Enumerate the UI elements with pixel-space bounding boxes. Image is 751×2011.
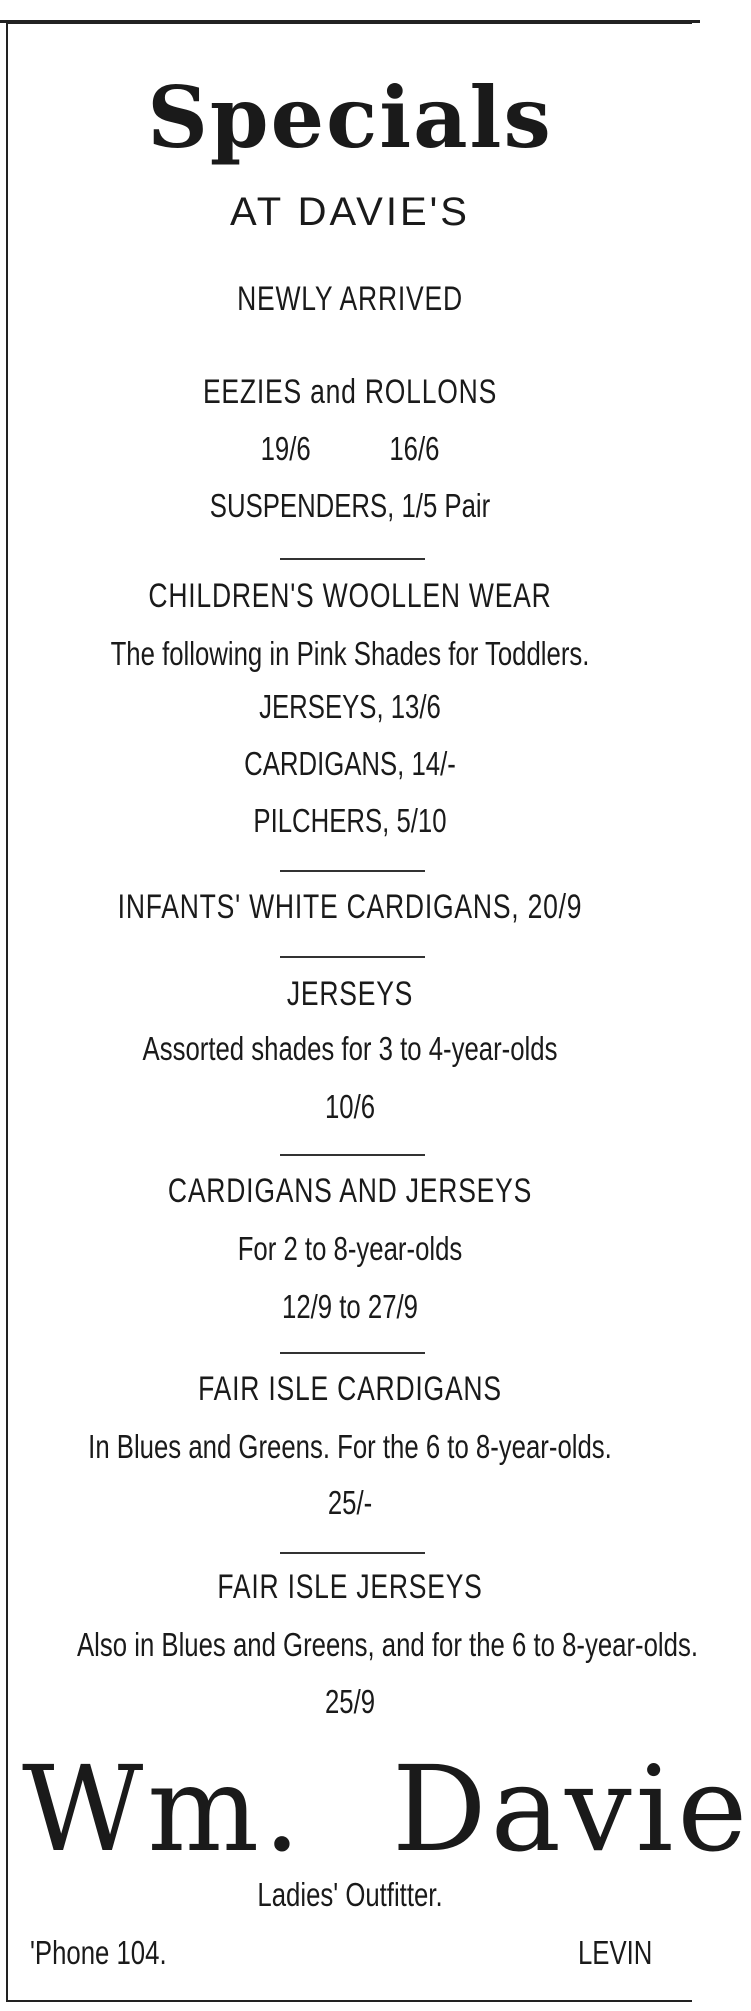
section-line: In Blues and Greens. For the 6 to 8-year-olds. xyxy=(88,1428,612,1465)
ad-title: Specials xyxy=(147,68,553,167)
divider xyxy=(280,870,425,872)
section-line: 10/6 xyxy=(324,1088,376,1125)
tagline: NEWLY ARRIVED xyxy=(237,280,463,318)
section-line: 25/9 xyxy=(324,1683,376,1720)
section-line: CARDIGANS, 14/- xyxy=(244,745,456,782)
section-heading: CARDIGANS AND JERSEYS xyxy=(167,1172,533,1210)
signature-first: Wm. xyxy=(22,1740,305,1878)
section-heading: EEZIES and ROLLONS xyxy=(202,373,498,411)
divider xyxy=(280,956,425,958)
divider xyxy=(280,1552,425,1554)
divider xyxy=(280,1154,425,1156)
section-line: PILCHERS, 5/10 xyxy=(253,802,447,839)
section-line: 12/9 to 27/9 xyxy=(282,1288,418,1325)
business-description: Ladies' Outfitter. xyxy=(257,1876,443,1913)
section-line: The following in Pink Shades for Toddlers. xyxy=(110,635,590,672)
section-line: 19/6 16/6 xyxy=(260,430,440,467)
section-line: Assorted shades for 3 to 4-year-olds xyxy=(142,1030,558,1067)
signature-last: Davie xyxy=(392,1740,751,1878)
section-line: Also in Blues and Greens, and for the 6 to 8-year-olds. xyxy=(77,1626,698,1663)
section-heading: INFANTS' WHITE CARDIGANS, 20/9 xyxy=(117,888,583,926)
section-line: For 2 to 8-year-olds xyxy=(237,1230,463,1267)
town-name: LEVIN xyxy=(577,1934,652,1971)
section-line: SUSPENDERS, 1/5 Pair xyxy=(209,487,491,524)
divider xyxy=(280,558,425,560)
section-heading: JERSEYS xyxy=(286,975,414,1013)
section-heading: FAIR ISLE CARDIGANS xyxy=(198,1370,502,1408)
phone-number: 'Phone 104. xyxy=(30,1934,167,1971)
section-line: JERSEYS, 13/6 xyxy=(259,688,441,725)
section-heading: CHILDREN'S WOOLLEN WEAR xyxy=(148,577,552,615)
section-heading: FAIR ISLE JERSEYS xyxy=(217,1568,483,1606)
ad-subtitle: AT DAVIE'S xyxy=(230,190,470,234)
section-line: 25/- xyxy=(327,1484,373,1521)
divider xyxy=(280,1352,425,1354)
